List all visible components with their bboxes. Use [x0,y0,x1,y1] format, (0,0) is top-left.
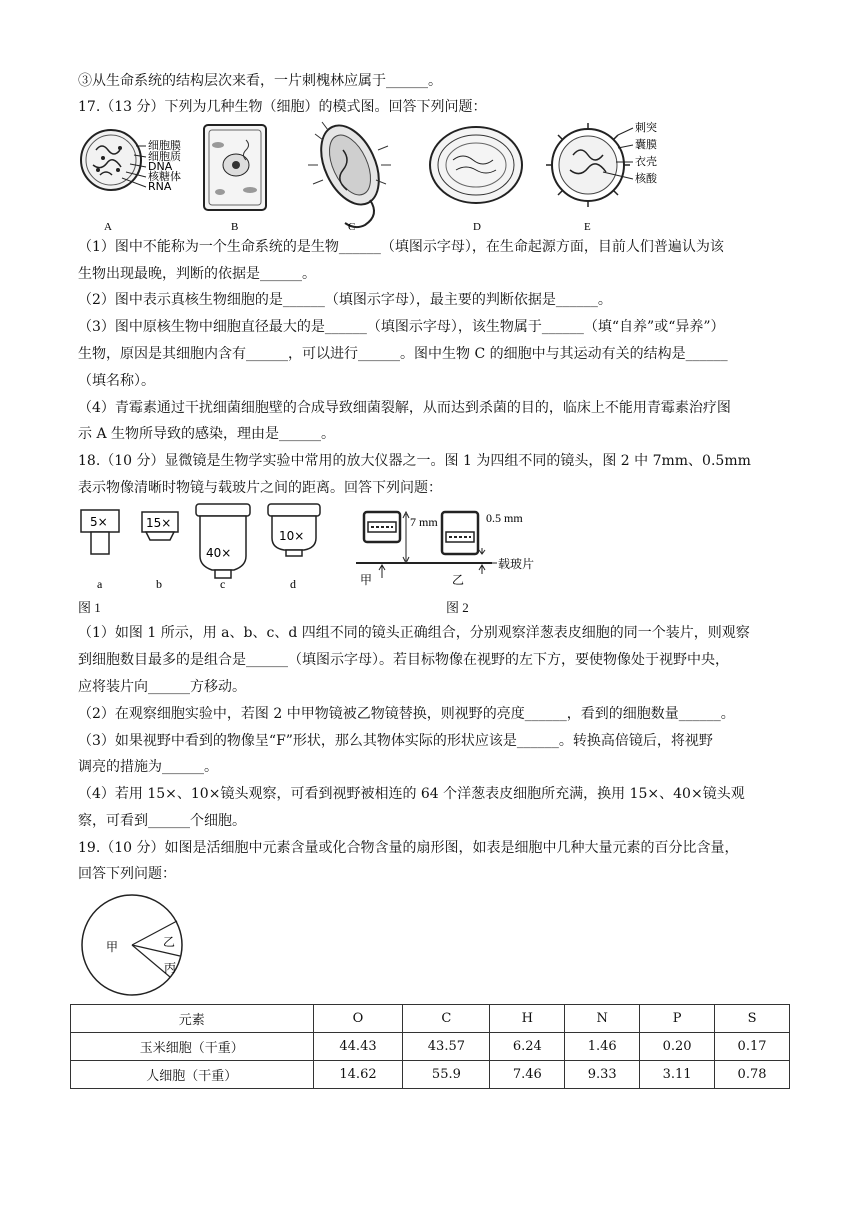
lens-c-mark: 40× [206,546,232,560]
distance-7mm-label: 7 mm [410,515,438,529]
figure-1-caption: 图 1 [78,600,101,615]
q18-part2-line: （2）在观察细胞实验中，若图 2 中甲物镜被乙物镜替换，则视野的亮度______，看到的细胞数量______。 [78,706,735,722]
table-header-cell: N [565,1005,640,1033]
table-row [71,1061,790,1089]
q17-part3-line2: 生物，原因是其细胞内含有______，可以进行______。图中生物 C 的细胞中与其运动有关的结构是______ [78,346,728,362]
cell-c-diagram [308,120,391,227]
a-label-ribosome: 核糖体 [148,170,181,183]
element-percentage-table [70,1004,790,1089]
q17-header: 17.（13 分）下列为几种生物（细胞）的模式图。回答下列问题： [78,99,487,115]
q17-part1-line1: （1）图中不能称为一个生命系统的是生物______（填图示字母），在生命起源方面，目前人们普遍认为该 [78,239,724,255]
table-cell: 14.62 [313,1061,403,1089]
table-header-cell: 元素 [71,1005,314,1033]
q19-header-line2: 回答下列问题： [78,866,176,882]
pie-label-yi: 乙 [163,935,176,949]
fig17-letter-e: E [584,221,591,233]
table-cell: 9.33 [565,1061,640,1089]
pie-label-jia: 甲 [106,940,119,954]
fig17-letter-a: A [104,221,112,233]
table-header-cell: S [715,1005,790,1033]
table-cell: 0.78 [715,1061,790,1089]
lens-d-letter: d [290,577,296,591]
lens-b-letter: b [156,577,162,591]
lens-b-mark: 15× [146,516,172,530]
lens-d-mark: 10× [279,529,305,543]
cell-e-virus-diagram [546,123,633,207]
figure-17-cell-models [78,120,668,235]
table-header-cell: P [640,1005,715,1033]
cell-a-diagram [81,130,146,190]
figure-18-objective-distance [352,508,552,590]
table-cell: 6.24 [490,1033,565,1061]
table-cell: 0.17 [715,1033,790,1061]
table-row [71,1033,790,1061]
q19-header-line1: 19.（10 分）如图是活细胞中元素含量或化合物含量的扇形图，如表是细胞中几种大量元素的百分比含量， [78,840,739,856]
pie-label-bing: 丙 [164,961,177,975]
figure-19-pie [78,893,190,1001]
table-cell: 人细胞（干重） [71,1061,314,1089]
fig17-letter-d: D [473,221,481,233]
table-cell: 3.11 [640,1061,715,1089]
fig17-letter-c: C [348,221,356,233]
table-header-cell: C [403,1005,490,1033]
q18-header-line1: 18.（10 分）显微镜是生物学实验中常用的放大仪器之一。图 1 为四组不同的镜头，图 2 中 7mm、0.5mm [78,453,751,469]
figure-18-lenses [78,502,328,594]
q18-header-line2: 表示物像清晰时物镜与载玻片之间的距离。回答下列问题： [78,480,442,496]
q18-part1-line3: 应将装片向______方移动。 [78,679,246,695]
lens-c-letter: c [220,577,226,591]
q16-part3-line: ③从生命系统的结构层次来看，一片刺槐林应属于______。 [78,73,442,89]
lens-a-letter: a [97,577,103,591]
e-label-envelope: 囊膜 [635,138,657,151]
a-label-rna: RNA [148,180,172,193]
q18-part4-line1: （4）若用 15×、10×镜头观察，可看到视野被相连的 64 个洋葱表皮细胞所充满，换用 15×、40×镜头观 [78,786,745,802]
objective-yi-label: 乙 [452,573,465,587]
distance-05mm-label: 0.5 mm [486,511,523,525]
q18-part4-line2: 察，可看到______个细胞。 [78,813,246,829]
e-label-capsid: 衣壳 [635,155,657,168]
e-label-spike: 刺突 [635,121,657,134]
q17-part4-line2: 示 A 生物所导致的感染，理由是______。 [78,426,336,442]
q17-part3-line3: （填名称）。 [78,373,155,389]
q17-part1-line2: 生物出现最晚，判断的依据是______。 [78,266,316,282]
q17-part3-line1: （3）图中原核生物中细胞直径最大的是______（填图示字母），该生物属于______（填“自养”或“异养”） [78,319,725,335]
q17-part4-line1: （4）青霉素通过干扰细菌细胞壁的合成导致细菌裂解，从而达到杀菌的目的，临床上不能用青霉素治疗图 [78,400,731,416]
table-cell: 55.9 [403,1061,490,1089]
e-label-nucleic-acid: 核酸 [635,172,657,185]
lens-a-mark: 5× [90,515,108,529]
q18-part1-line2: 到细胞数目最多的是组合是______（填图示字母）。若目标物像在视野的左下方，要使物像处于视野中央， [78,652,729,668]
table-cell: 0.20 [640,1033,715,1061]
table-cell: 43.57 [403,1033,490,1061]
q18-part3-line2: 调亮的措施为______。 [78,759,218,775]
table-header-cell: H [490,1005,565,1033]
a-label-cytoplasm: 细胞质 [148,150,181,163]
table-cell: 44.43 [313,1033,403,1061]
q17-part2-line: （2）图中表示真核生物细胞的是______（填图示字母），最主要的判断依据是______。 [78,292,612,308]
q18-part3-line1: （3）如果视野中看到的物像呈“F”形状，那么其物体实际的形状应该是______。转换高倍镜后，将视野 [78,733,713,749]
fig17-letter-b: B [231,221,239,233]
table-cell: 1.46 [565,1033,640,1061]
slide-label: 载玻片 [498,557,535,571]
a-label-membrane: 细胞膜 [148,139,181,152]
objective-jia-label: 甲 [360,573,373,587]
table-header-cell: O [313,1005,403,1033]
figure-2-caption: 图 2 [446,600,469,615]
cell-b-diagram [204,125,266,210]
table-cell: 玉米细胞（干重） [71,1033,314,1061]
table-cell: 7.46 [490,1061,565,1089]
cell-d-diagram [430,127,522,203]
a-label-dna: DNA [148,160,173,173]
table-header-row [71,1005,790,1033]
q18-part1-line1: （1）如图 1 所示，用 a、b、c、d 四组不同的镜头正确组合，分别观察洋葱表皮细胞的同一个装片，则观察 [78,625,750,641]
